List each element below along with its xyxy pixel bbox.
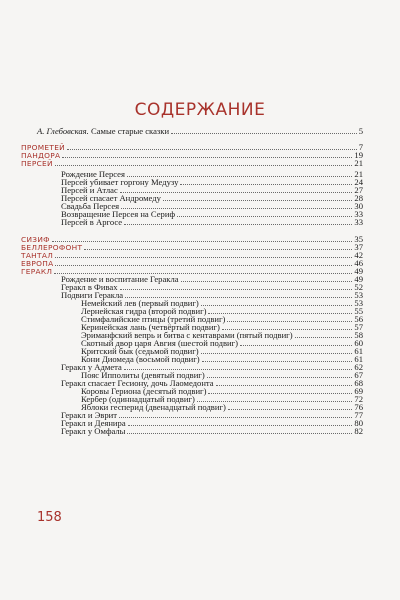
toc-entry-title: Коровы Гериона (десятый подвиг) [81,386,207,396]
toc-entry-title: Геракл у Адмета [61,362,122,372]
toc-entry-page-number: 30 [354,201,363,211]
page-title: СОДЕРЖАНИЕ [134,100,266,120]
toc-entry-title: ЕВРОПА [21,259,54,268]
toc-entry-title: Скотный двор царя Авгия (шестой подвиг) [81,338,239,348]
toc-entry-title: Персей спасает Андромеду [61,193,161,203]
toc-entry-title: Геракл и Деянира [61,418,126,428]
toc-entry-page-number: 37 [354,242,363,252]
toc-entry-page-number: 53 [354,298,363,308]
toc-entry-title: СИЗИФ [21,235,50,244]
intro-title: Самые старые сказки [90,126,170,136]
toc-entry-title: Свадьба Персея [61,201,120,211]
toc-entry-title: Пояс Ипполиты (девятый подвиг) [81,370,205,380]
toc-entry-page-number: 60 [354,338,363,348]
toc-entry-title: Яблоки гесперид (двенадцатый подвиг) [81,402,226,412]
toc-entry-page-number: 58 [354,330,363,340]
toc-entry-page-number: 53 [354,290,363,300]
toc-entry-page-number: 49 [354,266,363,276]
toc-entry-page-number: 19 [354,150,363,160]
toc-entry-title: ПРОМЕТЕЙ [21,143,65,152]
toc-entry-title: Геракл в Фивах [61,282,118,292]
toc-entry-page-number: 61 [354,346,363,356]
toc-entry-title: Персей убивает горгону Медузу [61,177,179,187]
intro-page-number: 5 [358,126,363,136]
toc-entry-title: Рождение Персея [61,169,125,179]
toc-chapter-entry [61,426,363,437]
toc-entry-page-number: 24 [354,177,363,187]
toc-entry-page-number: 21 [354,169,363,179]
dot-leader [55,165,353,166]
toc-entry-page-number: 55 [354,306,363,316]
toc-entry-page-number: 7 [358,142,363,152]
toc-entry-page-number: 69 [354,386,363,396]
toc-entry-title: Геракл спасает Гесиону, дочь Лаомедонта [61,378,214,388]
toc-entry-title: Лернейская гидра (второй подвиг) [81,306,207,316]
toc-entry-page-number: 77 [354,410,363,420]
toc-entry-page-number: 27 [354,185,363,195]
toc-entry-title: Геракл у Омфалы [61,426,126,436]
toc-entry-title: Критский бык (седьмой подвиг) [81,346,199,356]
toc-entry-page-number: 57 [354,322,363,332]
toc-section-entry [21,158,363,169]
dot-leader [124,224,352,225]
toc-entry-page-number: 42 [354,250,363,260]
toc-entry-page-number: 33 [354,209,363,219]
toc-entry-title: ТАНТАЛ [21,251,54,260]
toc-entry-title: ПЕРСЕЙ [21,159,53,168]
toc-entry-title: Персей и Атлас [61,185,118,195]
toc-entry-page-number: 56 [354,314,363,324]
toc-entry-page-number: 76 [354,402,363,412]
page-number: 158 [37,510,62,525]
toc-entry-page-number: 72 [354,394,363,404]
toc-entry-page-number: 46 [354,258,363,268]
toc-entry-page-number: 62 [354,362,363,372]
toc-entry-title: Эриманфский вепрь и битва с кентаврами (пятый подвиг) [81,330,293,340]
toc-entry-title: Персей в Аргосе [61,217,123,227]
intro-author: А. Глебовская. [37,126,89,136]
toc-entry-page-number: 67 [354,370,363,380]
toc-entry-title: Кербер (одиннадцатый подвиг) [81,394,195,404]
toc-entry-page-number: 82 [354,426,363,436]
toc-entry-page-number: 35 [354,234,363,244]
toc-chapter-entry [61,217,363,228]
toc-entry-title: ГЕРАКЛ [21,267,53,276]
toc-entry-page-number: 28 [354,193,363,203]
toc-entry-title: Возвращение Персея на Сериф [61,209,176,219]
toc-entry-page-number: 21 [354,158,363,168]
toc-entry-title: Кони Диомеда (восьмой подвиг) [81,354,200,364]
toc-entry-page-number: 68 [354,378,363,388]
toc-entry-title: Керинейская лань (четвёртый подвиг) [81,322,220,332]
toc-entry-title: Стимфалийские птицы (третий подвиг) [81,314,226,324]
toc-entry-title: Немейский лев (первый подвиг) [81,298,199,308]
toc-entry-title: ПАНДОРА [21,151,61,160]
toc-entry-page-number: 80 [354,418,363,428]
toc-entry-page-number: 49 [354,274,363,284]
toc-entry-title: Геракл и Эврит [61,410,117,420]
toc-entry-title: Рождение и воспитание Геракла [61,274,179,284]
toc-entry-page-number: 33 [354,217,363,227]
toc-entry-page-number: 61 [354,354,363,364]
toc-entry-page-number: 52 [354,282,363,292]
dot-leader [127,433,352,434]
toc-entry-title: БЕЛЛЕРОФОНТ [21,243,83,252]
toc-entry-title: Подвиги Геракла [61,290,124,300]
